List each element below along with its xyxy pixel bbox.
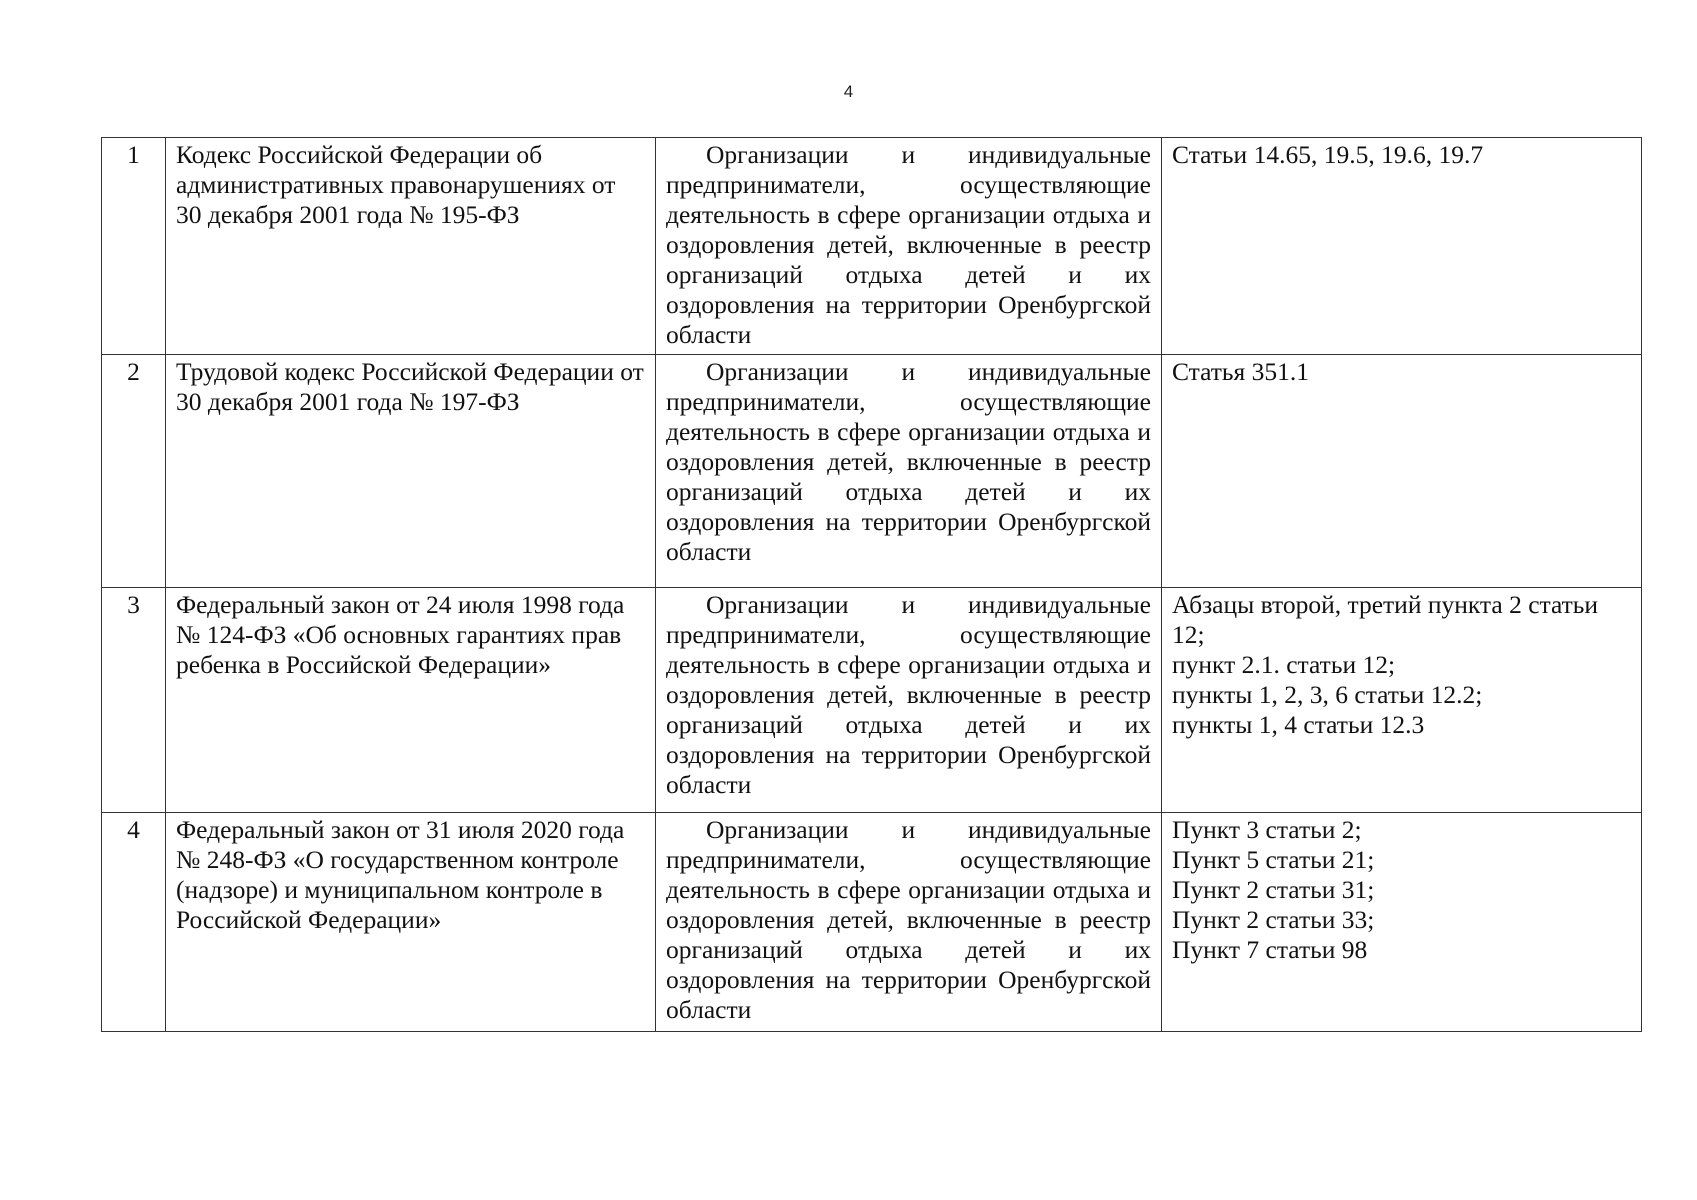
requirements-table (101, 137, 1642, 1032)
articles-cell (1162, 138, 1642, 355)
legal-act: Трудовой кодекс Российской Федерации от 30 декабря 2001 года № 197-ФЗ (166, 355, 656, 588)
articles-cell (1162, 813, 1642, 1032)
article-item: пункты 1, 4 статьи 12.3 (1172, 710, 1425, 739)
subjects-cell (656, 355, 1162, 588)
articles-cell (1162, 588, 1642, 813)
subjects-cell (656, 588, 1162, 813)
article-item: Статьи 14.65, 19.5, 19.6, 19.7 (1172, 140, 1484, 169)
subjects-text: Организации и индивидуальные предприниматели, осуществляющие деятельность в сфере организации отдыха и оздоровления детей, включенные в реестр организаций отдыха детей и их оздоровления на территории Оренбургской области (666, 815, 1151, 1024)
table-row (102, 138, 1642, 355)
article-item: пункт 2.1. статьи 12; (1172, 650, 1396, 679)
subjects-text: Организации и индивидуальные предприниматели, осуществляющие деятельность в сфере организации отдыха и оздоровления детей, включенные в реестр организаций отдыха детей и их оздоровления на территории Оренбургской области (666, 357, 1151, 566)
table-row (102, 813, 1642, 1032)
legal-act: Федеральный закон от 31 июля 2020 года № 248-ФЗ «О государственном контроле (надзоре) и муниципальном контроле в Российской Федерации» (166, 813, 656, 1032)
row-number: 4 (102, 813, 166, 1032)
article-item: Статья 351.1 (1172, 357, 1310, 386)
row-number: 2 (102, 355, 166, 588)
legal-act: Кодекс Российской Федерации об административных правонарушениях от 30 декабря 2001 года № 195-ФЗ (166, 138, 656, 355)
row-number: 3 (102, 588, 166, 813)
legal-act: Федеральный закон от 24 июля 1998 года № 124-ФЗ «Об основных гарантиях прав ребенка в Российской Федерации» (166, 588, 656, 813)
article-item: Пункт 2 статьи 31; (1172, 875, 1375, 904)
subjects-text: Организации и индивидуальные предприниматели, осуществляющие деятельность в сфере организации отдыха и оздоровления детей, включенные в реестр организаций отдыха детей и их оздоровления на территории Оренбургской области (666, 140, 1151, 349)
article-item: Пункт 2 статьи 33; (1172, 905, 1375, 934)
table-row (102, 588, 1642, 813)
page-number: 4 (843, 82, 854, 101)
article-item: Пункт 7 статьи 98 (1172, 935, 1368, 964)
article-item: Пункт 5 статьи 21; (1172, 845, 1375, 874)
subjects-text: Организации и индивидуальные предприниматели, осуществляющие деятельность в сфере организации отдыха и оздоровления детей, включенные в реестр организаций отдыха детей и их оздоровления на территории Оренбургской области (666, 590, 1151, 799)
article-item: Абзацы второй, третий пункта 2 статьи 12; (1172, 590, 1599, 649)
article-item: пункты 1, 2, 3, 6 статьи 12.2; (1172, 680, 1483, 709)
subjects-cell (656, 138, 1162, 355)
row-number: 1 (102, 138, 166, 355)
table-row (102, 355, 1642, 588)
articles-cell (1162, 355, 1642, 588)
article-item: Пункт 3 статьи 2; (1172, 815, 1362, 844)
subjects-cell (656, 813, 1162, 1032)
